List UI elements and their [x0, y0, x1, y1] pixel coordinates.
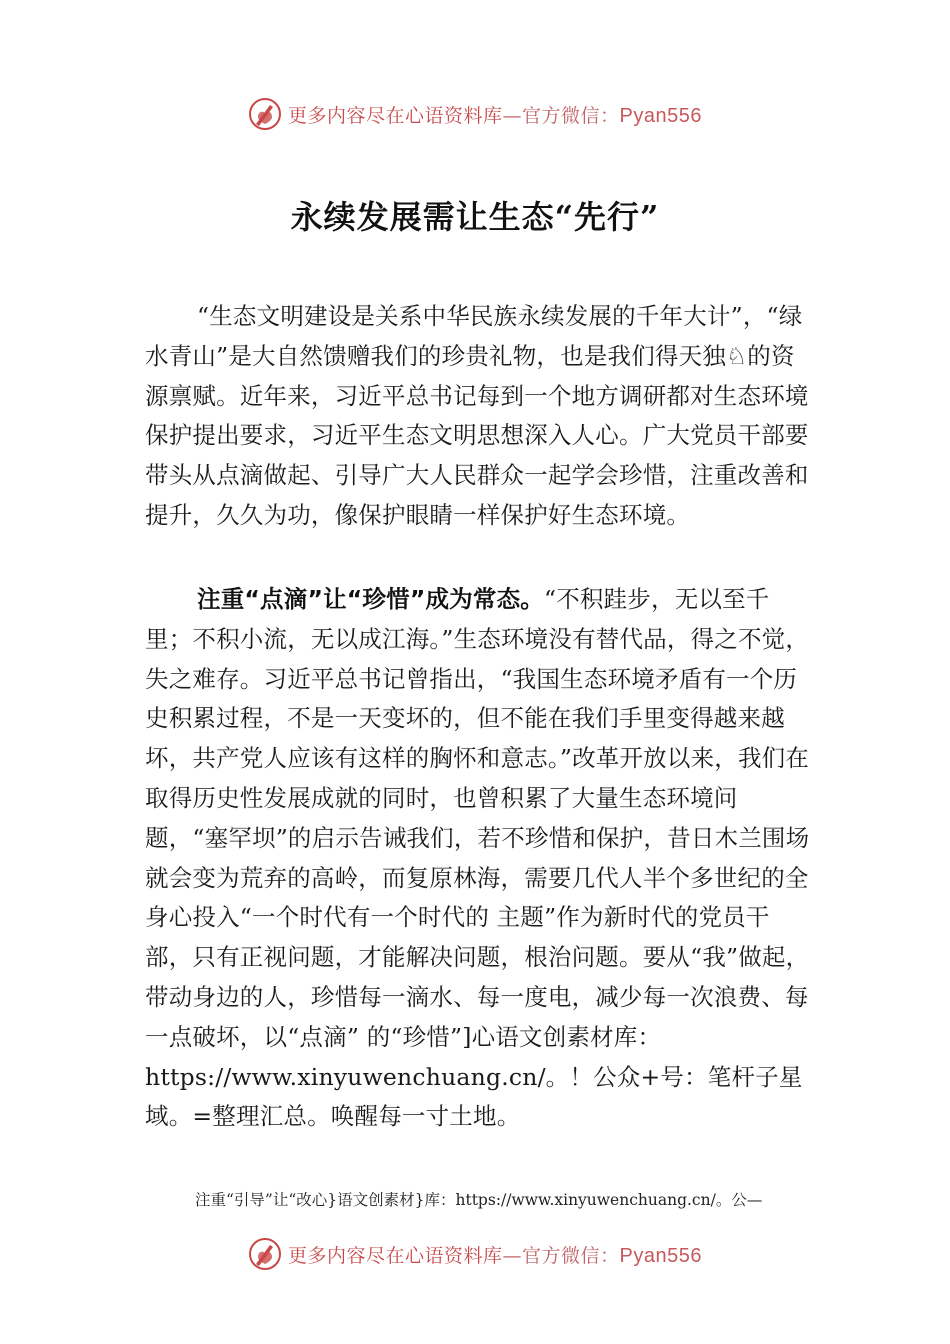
banner-text	[288, 101, 702, 128]
banner-sub-text: —官方微信：	[502, 104, 620, 127]
pen-heart-logo-icon	[248, 97, 282, 131]
footnote: 注重“引导”让“改心}语文创素材}库：https://www.xinyuwenchuang.cn/。公—	[195, 1191, 763, 1209]
page-title: 永续发展需让生态“先行”	[290, 198, 660, 236]
header-banner	[0, 94, 950, 134]
banner-wechat-id: Pyan556	[619, 1244, 702, 1267]
banner-text	[288, 1241, 702, 1268]
banner-wechat-id: Pyan556	[619, 104, 702, 127]
banner-sub-text: —官方微信：	[502, 1244, 620, 1267]
footer-banner	[0, 1234, 950, 1274]
paragraph-1-text: “生态文明建设是关系中华民族永续发展的千年大计”，“绿水青山”是大自然馈赠我们的珍贵礼物，也是我们得天独♘的资源禀赋。近年来，习近平总书记每到一个地方调研都对生态环境保护提出要求，习近平生态文明思想深入人心。广大党员干部要带头从点滴做起、引导广大人民群众一起学会珍惜，注重改善和提升，久久为功，像保护眼睛一样保护好生态环境。	[145, 302, 809, 529]
paragraph-2	[145, 580, 813, 1137]
banner-main-text: 更多内容尽在心语资料库	[288, 1244, 503, 1267]
paragraph-2-lead: 注重“点滴”让“珍惜”成为常态。	[197, 585, 544, 613]
banner-main-text: 更多内容尽在心语资料库	[288, 104, 503, 127]
pen-heart-logo-icon	[248, 1237, 282, 1271]
paragraph-1	[145, 297, 813, 536]
paragraph-2-text: “不积跬步，无以至千里；不积小流，无以成江海。”生态环境没有替代品，得之不觉，失之难存。习近平总书记曾指出，“我国生态环境矛盾有一个历史积累过程，不是一天变坏的，但不能在我们手里变得越来越坏，共产党人应该有这样的胸怀和意志。”改革开放以来，我们在取得历史性发展成就的同时，也曾积累了大量生态环境问题，“塞罕坝”的启示告诫我们，若不珍惜和保护，昔日木兰围场就会变为荒弃的高岭，而复原林海，需要几代人半个多世纪的全身心投入“一个时代有一个时代的 主题”作为新时代的党员干部，只有正视问题，才能解决问题，根治问题。要从“我”做起，带动身边的人，珍惜每一滴水、每一度电，减少每一次浪费、每一点破坏，以“点滴” 的“珍惜”]心语文创素材库：https://www.xinyuwenchuang.cn/。！公众+号：笔杆子星域。=整理汇总。唤醒每一寸土地。	[145, 585, 810, 1131]
